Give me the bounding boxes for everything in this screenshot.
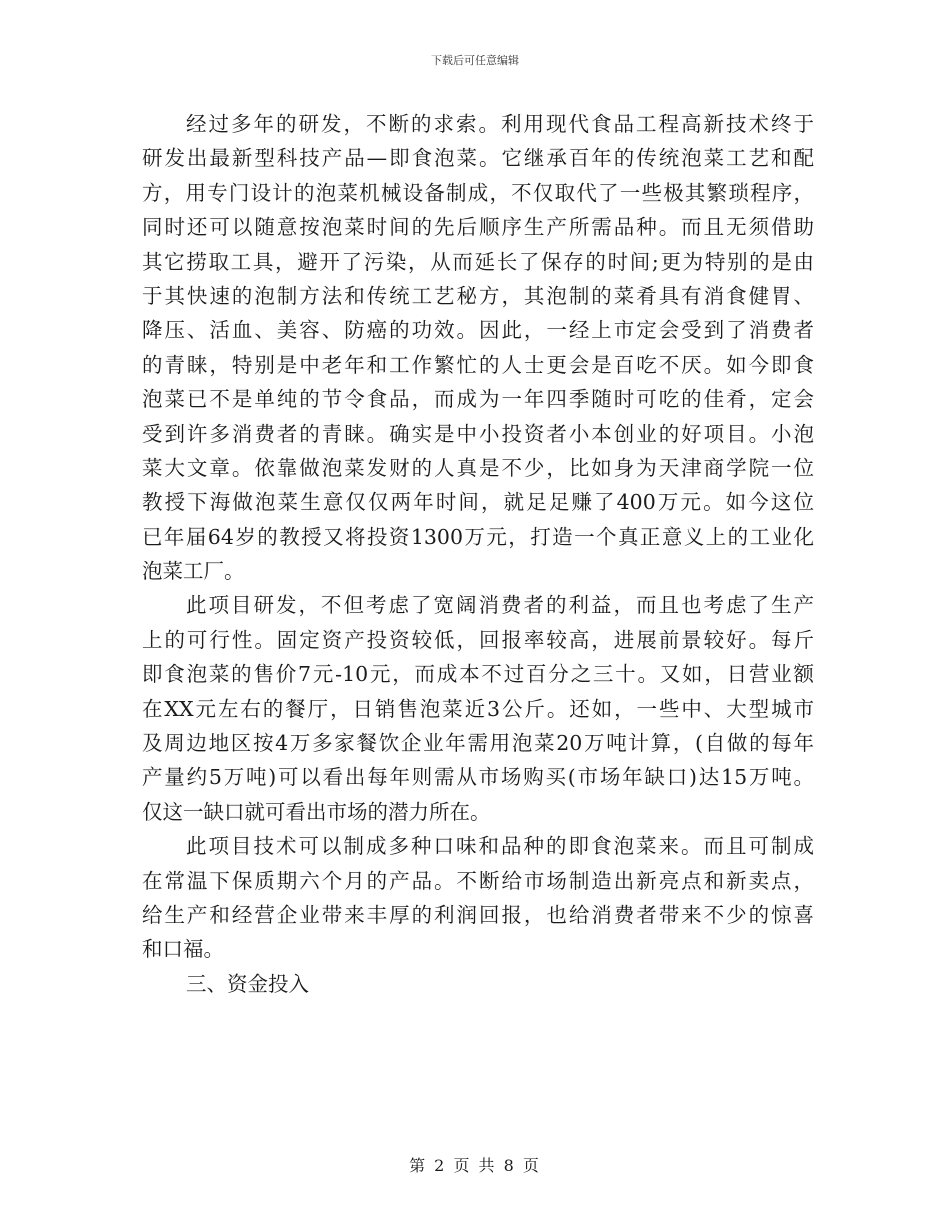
text-line: 于其快速的泡制方法和传统工艺秘方，其泡制的菜肴具有消食健胃、 (142, 283, 814, 308)
text-line: 即食泡菜的售价7元-10元，而成本不过百分之三十。又如，日营业额 (142, 662, 814, 687)
body-text (142, 107, 814, 1001)
text-line: 此项目技术可以制成多种口味和品种的即食泡菜来。而且可制成 (186, 834, 814, 859)
text-line: 及周边地区按4万多家餐饮企业年需用泡菜20万吨计算，(自做的每年 (142, 731, 814, 756)
text-line: 其它捞取工具，避开了污染，从而延长了保存的时间;更为特别的是由 (142, 249, 814, 274)
text-line: 同时还可以随意按泡菜时间的先后顺序生产所需品种。而且无须借助 (142, 215, 814, 240)
page-footer: 第 2 页 共 8 页 (409, 1156, 541, 1175)
text-line: 泡菜已不是单纯的节令食品，而成为一年四季随时可吃的佳肴，定会 (142, 387, 814, 412)
text-line: 此项目研发，不但考虑了宽阔消费者的利益，而且也考虑了生产 (186, 593, 814, 618)
text-line: 方，用专门设计的泡菜机械设备制成，不仅取代了一些极其繁琐程序， (142, 180, 814, 205)
text-line: 泡菜工厂。 (142, 559, 245, 584)
text-line: 降压、活血、美容、防癌的功效。因此，一经上市定会受到了消费者 (142, 318, 814, 343)
text-line: 的青睐，特别是中老年和工作繁忙的人士更会是百吃不厌。如今即食 (142, 352, 814, 377)
text-line: 上的可行性。固定资产投资较低，回报率较高，进展前景较好。每斤 (142, 627, 814, 652)
page-header: 下载后可任意编辑 (431, 54, 519, 67)
text-line: 受到许多消费者的青睐。确实是中小投资者小本创业的好项目。小泡 (142, 421, 814, 446)
text-line: 菜大文章。依靠做泡菜发财的人真是不少，比如身为天津商学院一位 (142, 455, 814, 480)
text-line: 已年届64岁的教授又将投资1300万元，打造一个真正意义上的工业化 (142, 524, 814, 549)
text-line: 和口福。 (142, 937, 224, 962)
text-line: 教授下海做泡菜生意仅仅两年时间，就足足赚了400万元。如今这位 (142, 490, 814, 515)
text-line: 经过多年的研发，不断的求索。利用现代食品工程高新技术终于 (186, 112, 814, 136)
text-line: 研发出最新型科技产品—即食泡菜。它继承百年的传统泡菜工艺和配 (142, 146, 814, 171)
text-line: 在XX元左右的餐厅，日销售泡菜近3公斤。还如，一些中、大型城市 (142, 696, 814, 721)
section-heading: 三、资金投入 (186, 971, 309, 996)
text-line: 给生产和经营企业带来丰厚的利润回报，也给消费者带来不少的惊喜 (142, 902, 814, 927)
text-line: 产量约5万吨)可以看出每年则需从市场购买(市场年缺口)达15万吨。 (142, 765, 814, 790)
text-line: 仅这一缺口就可看出市场的潜力所在。 (142, 799, 491, 824)
text-line: 在常温下保质期六个月的产品。不断给市场制造出新亮点和新卖点， (142, 868, 814, 893)
